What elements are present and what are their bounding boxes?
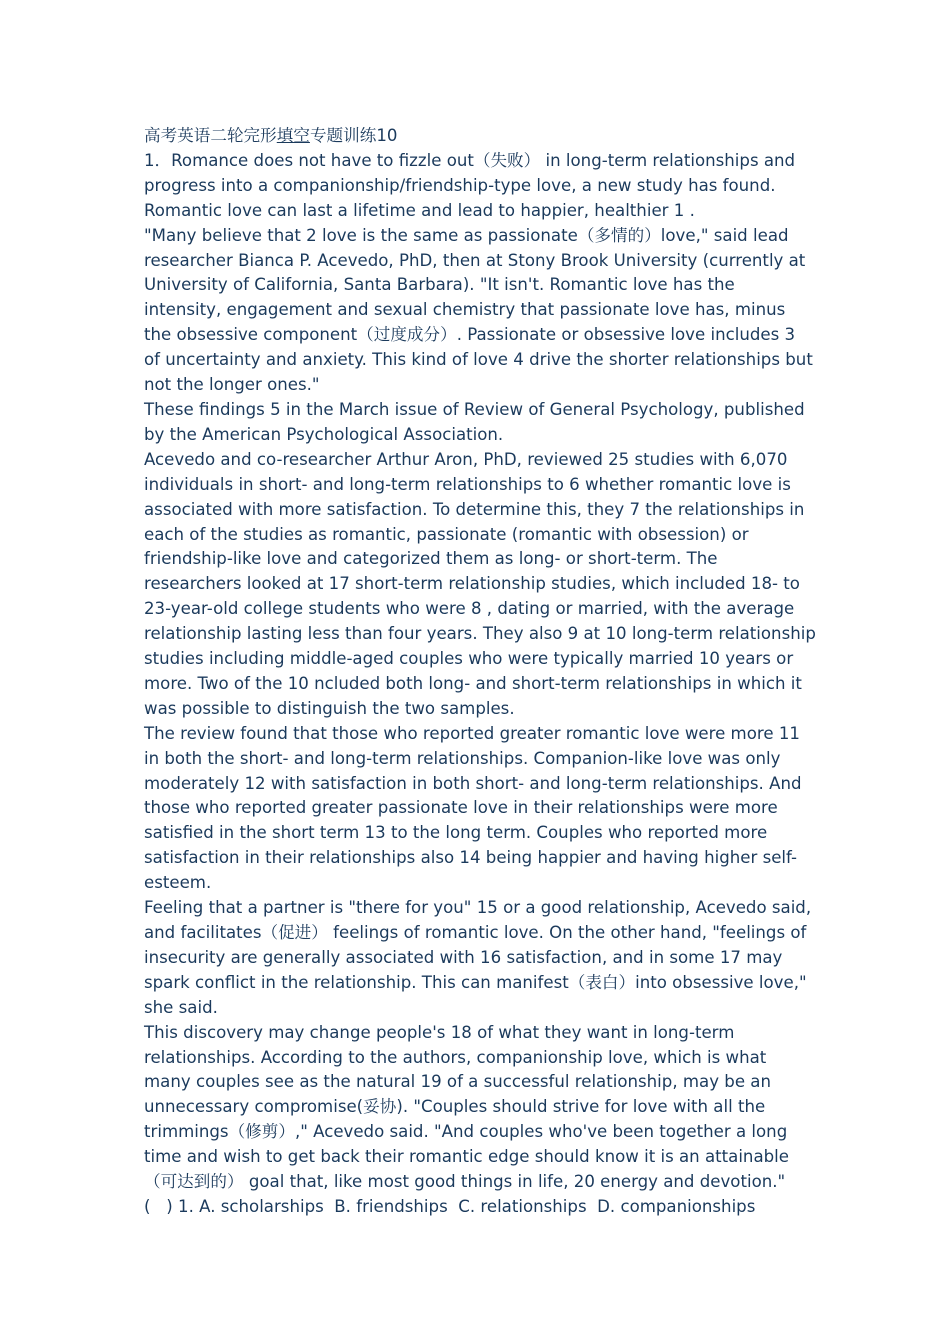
title-number: 10 <box>376 126 398 145</box>
question-1-options: ( ) 1. A. scholarships B. friendships C. relationships D. companionships <box>144 1196 756 1216</box>
paragraph-3: These findings 5 in the March issue of Review of General Psychology, published by the American Psychological Association. <box>144 399 805 444</box>
paragraph-5: The review found that those who reported greater romantic love were more 11 in both the short- and long-term relationships. Companion-like love was only moderately 12 with satisfaction in both short- and long-term relationships. And those who reported greater passionate love in their relationships were more satisfied in the short term 13 to the long term. Couples who reported more satisfaction in their relationships also 14 being happier and having higher self-esteem. <box>144 723 802 893</box>
document-title <box>144 124 816 149</box>
paragraph-2: "Many believe that 2 love is the same as passionate（多情的）love," said lead researcher Bianca P. Acevedo, PhD, then at Stony Brook University (currently at University of California, Santa Barbara). "It isn't. Romantic love has the intensity, engagement and sexual chemistry that passionate love has, minus the obsessive component（过度成分）. Passionate or obsessive love includes 3 of uncertainty and anxiety. This kind of love 4 drive the shorter relationships but not the longer ones." <box>144 225 813 395</box>
paragraph-6: Feeling that a partner is "there for you" 15 or a good relationship, Acevedo said, and facilitates（促进） feelings of romantic love. On the other hand, "feelings of insecurity are generally associated with 16 satisfaction, and in some 17 may spark conflict in the relationship. This can manifest（表白）into obsessive love," she said. <box>144 898 812 1017</box>
paragraph-4: Acevedo and co-researcher Arthur Aron, PhD, reviewed 25 studies with 6,070 individuals in short- and long-term relationships to 6 whether romantic love is associated with more satisfaction. To determine this, they 7 the relationships in each of the studies as romantic, passionate (romantic with obsession) or friendship-like love and categorized them as long- or short-term. The researchers looked at 17 short-term relationship studies, which included 18- to 23-year-old college students who were 8 , dating or married, with the average relationship lasting less than four years. They also 9 at 10 long-term relationship studies including middle-aged couples who were typically married 10 years or more. Two of the 10 ncluded both long- and short-term relationships in which it was possible to distinguish the two samples. <box>144 449 816 718</box>
title-prefix: 高考英语二轮完形 <box>144 126 277 145</box>
title-suffix: 专题训练 <box>309 126 377 145</box>
title-underlined-word: 填空 <box>276 126 310 145</box>
paragraph-7: This discovery may change people's 18 of what they want in long-term relationships. According to the authors, companionship love, which is what many couples see as the natural 19 of a successful relationship, may be an unnecessary compromise(妥协). "Couples should strive for love with all the trimmings（修剪）," Acevedo said. "And couples who've been together a long time and wish to get back their romantic edge should know it is an attainable（可达到的） goal that, like most good things in life, 20 energy and devotion." <box>144 1022 789 1192</box>
document-body <box>144 124 816 1220</box>
paragraph-1: 1．Romance does not have to fizzle out（失败） in long-term relationships and progress into a companionship/friendship-type love, a new study has found. Romantic love can last a lifetime and lead to happier, healthier 1 . <box>144 150 796 220</box>
